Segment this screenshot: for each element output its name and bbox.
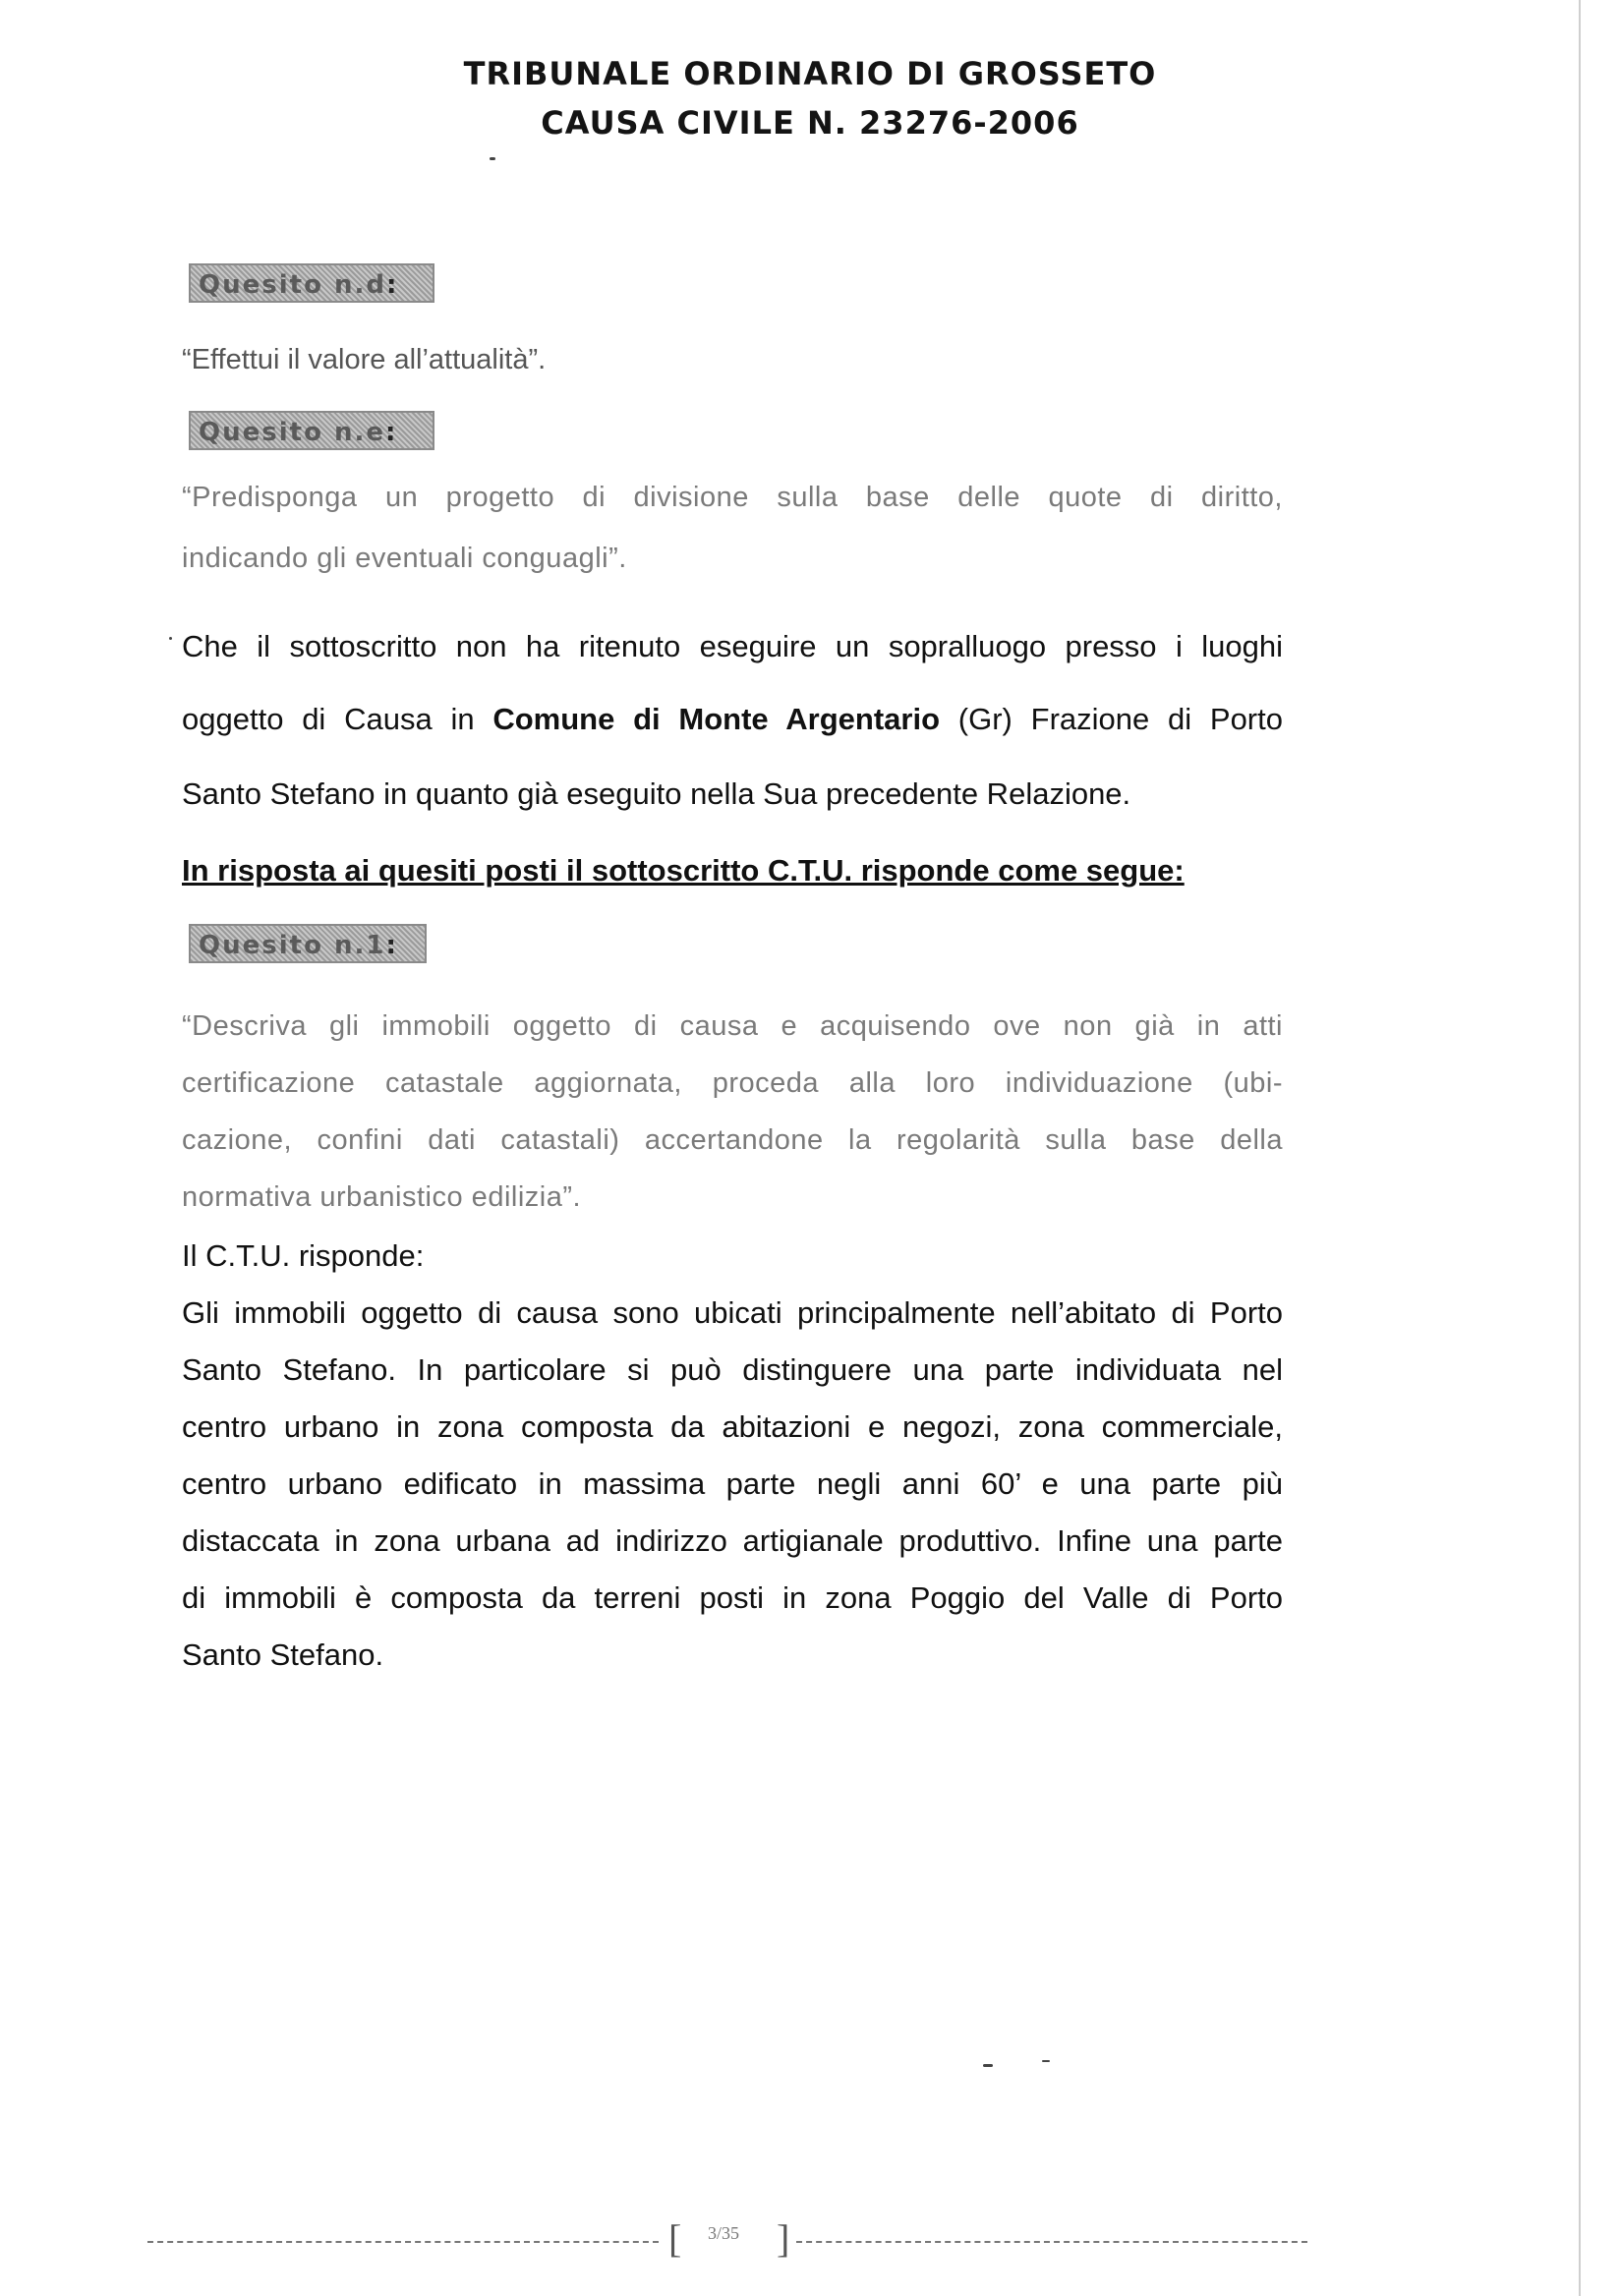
scan-speck [169, 637, 172, 640]
quesito-1-label [189, 924, 427, 963]
quesito-e-label-text: Quesito n.e [199, 418, 385, 447]
ctu-answer-line: Gli immobili oggetto di causa sono ubicati principalmente nell’abitato di Porto [182, 1295, 1283, 1330]
quesito-e-text-line1: “Predisponga un progetto di divisione sulla base delle quote di diritto, [182, 482, 1283, 513]
quesito-d-label-text: Quesito n.d [199, 270, 386, 300]
quesito-e-colon: : [385, 418, 398, 447]
ctu-answer-line: Santo Stefano. [182, 1637, 384, 1672]
quesito-1-line2: certificazione catastale aggiornata, proceda alla loro individuazione (ubi- [182, 1067, 1283, 1099]
scan-speck [490, 157, 495, 160]
footer-rule-right [796, 2241, 1307, 2243]
scan-speck [1042, 2060, 1050, 2062]
quesito-d-text: “Effettui il valore all’attualità”. [182, 344, 547, 375]
ctu-answer-line: centro urbano edificato in massima parte negli anni 60’ e una parte più [182, 1466, 1283, 1501]
intro-line1: Che il sottoscritto non ha ritenuto eseguire un sopralluogo presso i luoghi [182, 629, 1283, 663]
ctu-answer-label: Il C.T.U. risponde: [182, 1238, 425, 1273]
intro-line3: Santo Stefano in quanto già eseguito nella Sua precedente Relazione. [182, 776, 1131, 811]
ctu-answer-line: Santo Stefano. In particolare si può distinguere una parte individuata nel [182, 1352, 1283, 1387]
quesito-1-label-text: Quesito n.1 [199, 931, 386, 960]
page-number: 3/35 [708, 2223, 740, 2243]
quesito-e-label [189, 411, 434, 450]
intro-line2 [182, 702, 1283, 737]
ctu-answer-line: distaccata in zona urbana ad indirizzo artigianale produttivo. Infine una parte [182, 1523, 1283, 1558]
footer-bracket-left: [ [668, 2216, 682, 2261]
quesito-1-line1: “Descriva gli immobili oggetto di causa e acquisendo ove non già in atti [182, 1010, 1283, 1042]
quesito-e-text-line2: indicando gli eventuali conguagli”. [182, 543, 627, 574]
footer-rule-left [147, 2241, 659, 2243]
quesito-d-colon: : [385, 270, 399, 300]
case-number: CAUSA CIVILE N. 23276-2006 [541, 104, 1079, 142]
intro-line2-c: (Gr) Frazione di Porto [940, 702, 1283, 736]
quesito-d-label [189, 263, 434, 303]
quesito-1-line4: normativa urbanistico edilizia”. [182, 1181, 582, 1213]
ctu-answer-line: centro urbano in zona composta da abitazioni e negozi, zona commerciale, [182, 1409, 1283, 1444]
response-heading: In risposta ai quesiti posti il sottoscritto C.T.U. risponde come segue: [182, 853, 1185, 888]
footer-bracket-right: ] [777, 2216, 790, 2261]
intro-line2-a: oggetto di Causa in [182, 702, 493, 736]
quesito-1-line3: cazione, confini dati catastali) accertandone la regolarità sulla base della [182, 1124, 1283, 1156]
court-title: TRIBUNALE ORDINARIO DI GROSSETO [463, 55, 1157, 92]
page-edge-shadow [1579, 0, 1581, 2296]
scan-speck [983, 2064, 993, 2067]
quesito-1-colon: : [385, 931, 398, 960]
ctu-answer-line: di immobili è composta da terreni posti in zona Poggio del Valle di Porto [182, 1580, 1283, 1615]
intro-location: Comune di Monte Argentario [492, 702, 941, 736]
